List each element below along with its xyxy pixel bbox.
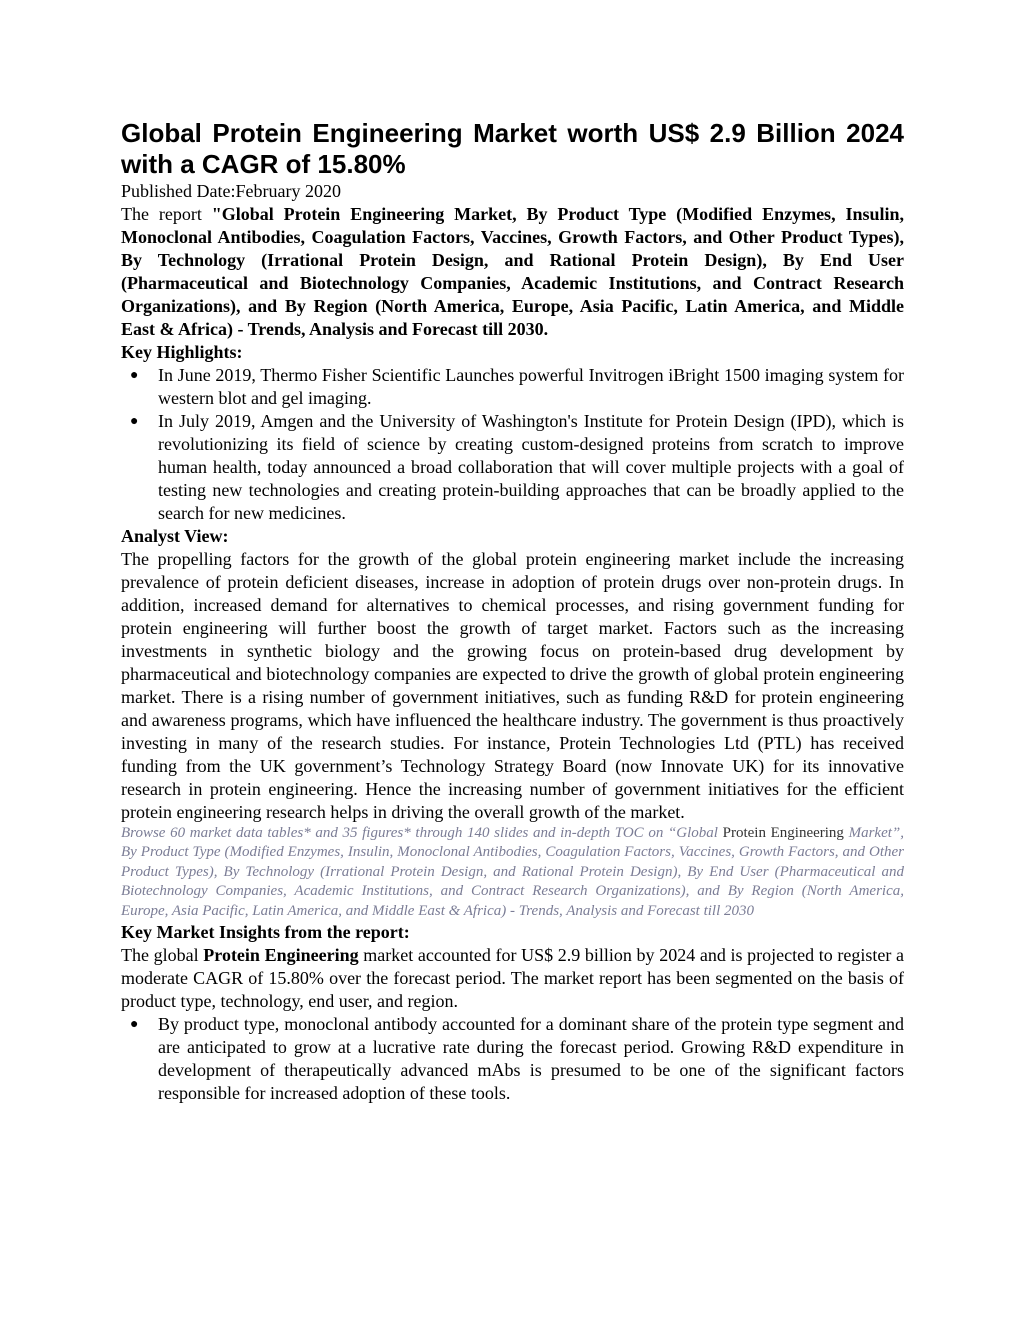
report-description [121, 203, 904, 341]
key-highlights-heading: Key Highlights: [121, 342, 243, 362]
highlight-text: In July 2019, Amgen and the University of Washington's Institute for Protein Design (IPD), which is revolutionizing its field of science by creating custom-designed proteins from scratch to improve human health, today announced a broad collaboration that will cover multiple projects with a goal of testing new technologies and creating protein-building approaches that can be broadly applied to the search for new medicines. [158, 411, 904, 523]
key-market-insights-heading: Key Market Insights from the report: [121, 922, 410, 943]
document-title: Global Protein Engineering Market worth US$ 2.9 Billion 2024 with a CAGR of 15.80% [121, 118, 904, 179]
list-item [121, 1013, 904, 1105]
key-highlights-list [121, 364, 904, 525]
browse-report-note [121, 824, 904, 921]
analyst-view-body: The propelling factors for the growth of the global protein engineering market include the increasing prevalence of protein deficient diseases, increase in adoption of protein drugs over non-protein drugs. In addition, increased demand for alternatives to chemical processes, and rising government funding for protein engineering will further boost the growth of target market. Factors such as the increasing investments in synthetic biology and the growing focus on protein-based drug development by pharmaceutical and biotechnology companies are expected to drive the growth of global protein engineering market. There is a rising number of government initiatives, such as funding R&D for protein engineering and awareness programs, which have influenced the healthcare industry. The government is thus proactively investing in many of the research studies. For instance, Protein Technologies Ltd (PTL) has received funding from the UK government’s Technology Strategy Board (now Innovate UK) for its innovative research in protein engineering. Hence the increasing number of government initiatives for the efficient protein engineering research helps in driving the overall growth of the market. [121, 549, 904, 822]
browse-text-1: Browse 60 market data tables* and 35 figures* through 140 slides and in-depth TOC on “Global [121, 825, 723, 841]
insight-text: By product type, monoclonal antibody accounted for a dominant share of the protein type segment and are anticipated to grow at a lucrative rate during the forecast period. Growing R&D expenditure in development of therapeutically advanced mAbs is presumed to be one of the significant factors responsible for increased adoption of these tools. [158, 1014, 904, 1104]
highlight-text: In June 2019, Thermo Fisher Scientific Launches powerful Invitrogen iBright 1500 imaging system for western blot and gel imaging. [158, 365, 904, 408]
bullet-icon: ● [130, 368, 139, 383]
published-date: Published Date:February 2020 [121, 181, 341, 201]
insights-lead: The global [121, 945, 204, 966]
list-item [121, 364, 904, 410]
report-title: "Global Protein Engineering Market, By Product Type (Modified Enzymes, Insulin, Monoclonal Antibodies, Coagulation Factors, Vaccines, Growth Factors, and Other Product Types), By Technology (Irrational Protein Design, and Rational Protein Design), By End User (Pharmaceutical and Biotechnology Companies, Academic Institutions, and Contract Research Organizations), and By Region (North America, Europe, Asia Pacific, Latin America, and Middle East & Africa) - Trends, Analysis and Forecast till 2030. [121, 204, 905, 339]
list-item [121, 410, 904, 525]
report-lead: The report [121, 204, 212, 224]
analyst-view-heading: Analyst View: [121, 526, 229, 546]
document-content [121, 118, 904, 1105]
browse-text-2: Market”, By Product Type (Modified Enzymes, Insulin, Monoclonal Antibodies, Coagulation Factors, Vaccines, Growth Factors, and Other Product Types), By Technology (Irrational Protein Design, and Rational Protein Design), By End User (Pharmaceutical and Biotechnology Companies, Academic Institutions, and Contract Research Organizations), and By Region (North America, Europe, Asia Pacific, Latin America, and Middle East & Africa) - Trends, Analysis and Forecast till 2030 [121, 825, 904, 919]
bullet-icon: ● [130, 414, 139, 429]
protein-engineering-link[interactable]: Protein Engineering [722, 825, 844, 841]
bullet-icon: ● [130, 1017, 139, 1033]
insights-body [121, 944, 904, 1013]
insights-keyword: Protein Engineering [203, 945, 359, 966]
insights-list [121, 1013, 904, 1105]
insights-rest: market accounted for US$ 2.9 billion by 2024 and is projected to register a moderate CAGR of 15.80% over the forecast period. The market report has been segmented on the basis of product type, technology, end user, and region. [121, 945, 904, 1012]
